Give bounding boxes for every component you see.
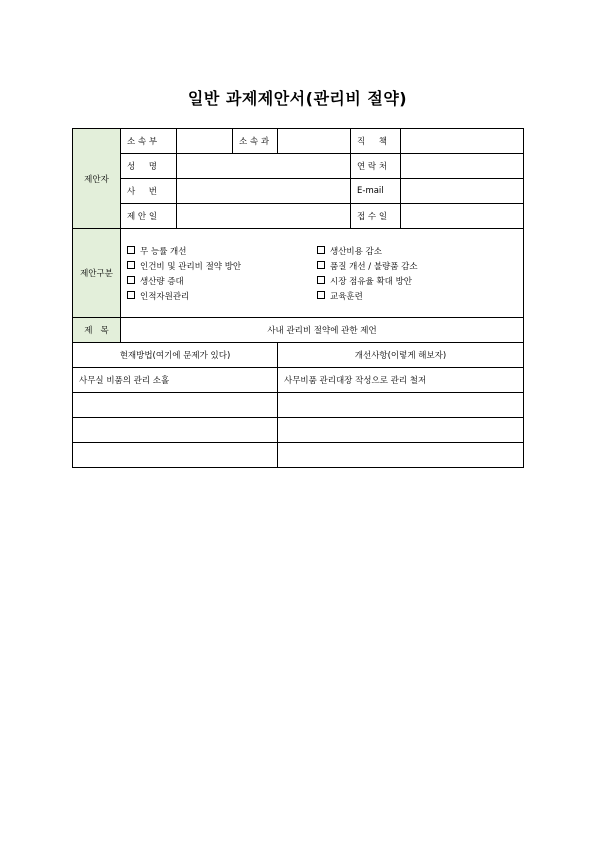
category-option-label: 품질 개선 / 불량품 감소 [330,261,418,272]
category-options [121,229,524,318]
checkbox-icon[interactable] [317,291,325,299]
category-option-label: 생산량 증대 [140,276,184,287]
position-field[interactable] [401,129,524,154]
proposer-row-4 [73,204,524,229]
date-label: 제 안 일 [121,204,177,229]
email-label: E-mail [351,179,401,204]
column-header-row [73,343,524,368]
improvement-cell[interactable] [278,443,524,468]
checkbox-icon[interactable] [127,261,135,269]
proposer-row-2 [73,154,524,179]
category-option-label: 교육훈련 [330,291,363,302]
name-field[interactable] [177,154,351,179]
improvement-cell[interactable]: 사무비품 관리대장 작성으로 관리 철저 [278,368,524,393]
dept-label: 소 속 부 [121,129,177,154]
email-field[interactable] [401,179,524,204]
current-method-cell[interactable] [73,443,278,468]
category-option[interactable] [317,260,517,272]
improvement-cell[interactable] [278,393,524,418]
team-label: 소 속 과 [233,129,278,154]
subject-field[interactable]: 사내 관리비 절약에 관한 제언 [121,318,524,343]
content-row [73,418,524,443]
dept-field[interactable] [177,129,233,154]
category-row [73,229,524,318]
empno-field[interactable] [177,179,351,204]
category-option[interactable] [127,275,317,287]
current-method-cell[interactable] [73,393,278,418]
proposer-section-label: 제안자 [73,129,121,229]
content-row [73,443,524,468]
checkbox-icon[interactable] [317,261,325,269]
proposer-row-1 [73,129,524,154]
improvement-header: 개선사항(이렇게 해보자) [278,343,524,368]
contact-label: 연 락 처 [351,154,401,179]
current-method-header: 현재방법(여기에 문제가 있다) [73,343,278,368]
empno-label: 사 번 [121,179,177,204]
category-option[interactable] [127,245,317,257]
category-option[interactable] [317,245,517,257]
category-option-label: 시장 점유율 확대 방안 [330,276,413,287]
category-label: 제안구분 [73,229,121,318]
name-label: 성 명 [121,154,177,179]
current-method-cell[interactable] [73,418,278,443]
content-row [73,393,524,418]
category-option-label: 생산비용 감소 [330,246,382,257]
team-field[interactable] [278,129,351,154]
subject-row [73,318,524,343]
category-option[interactable] [127,290,317,302]
position-label: 직 책 [351,129,401,154]
proposal-form [72,128,524,468]
category-option[interactable] [317,290,517,302]
content-row [73,368,524,393]
category-option[interactable] [317,275,517,287]
category-option-label: 인적자원관리 [140,291,190,302]
checkbox-icon[interactable] [127,246,135,254]
current-method-cell[interactable]: 사무실 비품의 관리 소홀 [73,368,278,393]
subject-label: 제 목 [73,318,121,343]
checkbox-icon[interactable] [317,246,325,254]
page-title: 일반 과제제안서(관리비 절약) [187,89,408,108]
category-option[interactable] [127,260,317,272]
checkbox-icon[interactable] [317,276,325,284]
date-field[interactable] [177,204,351,229]
proposer-row-3 [73,179,524,204]
improvement-cell[interactable] [278,418,524,443]
checkbox-icon[interactable] [127,291,135,299]
checkbox-icon[interactable] [127,276,135,284]
category-option-label: 무 능률 개선 [140,246,187,257]
category-option-label: 인건비 및 관리비 절약 방안 [140,261,242,272]
contact-field[interactable] [401,154,524,179]
receipt-field[interactable] [401,204,524,229]
receipt-label: 접 수 일 [351,204,401,229]
